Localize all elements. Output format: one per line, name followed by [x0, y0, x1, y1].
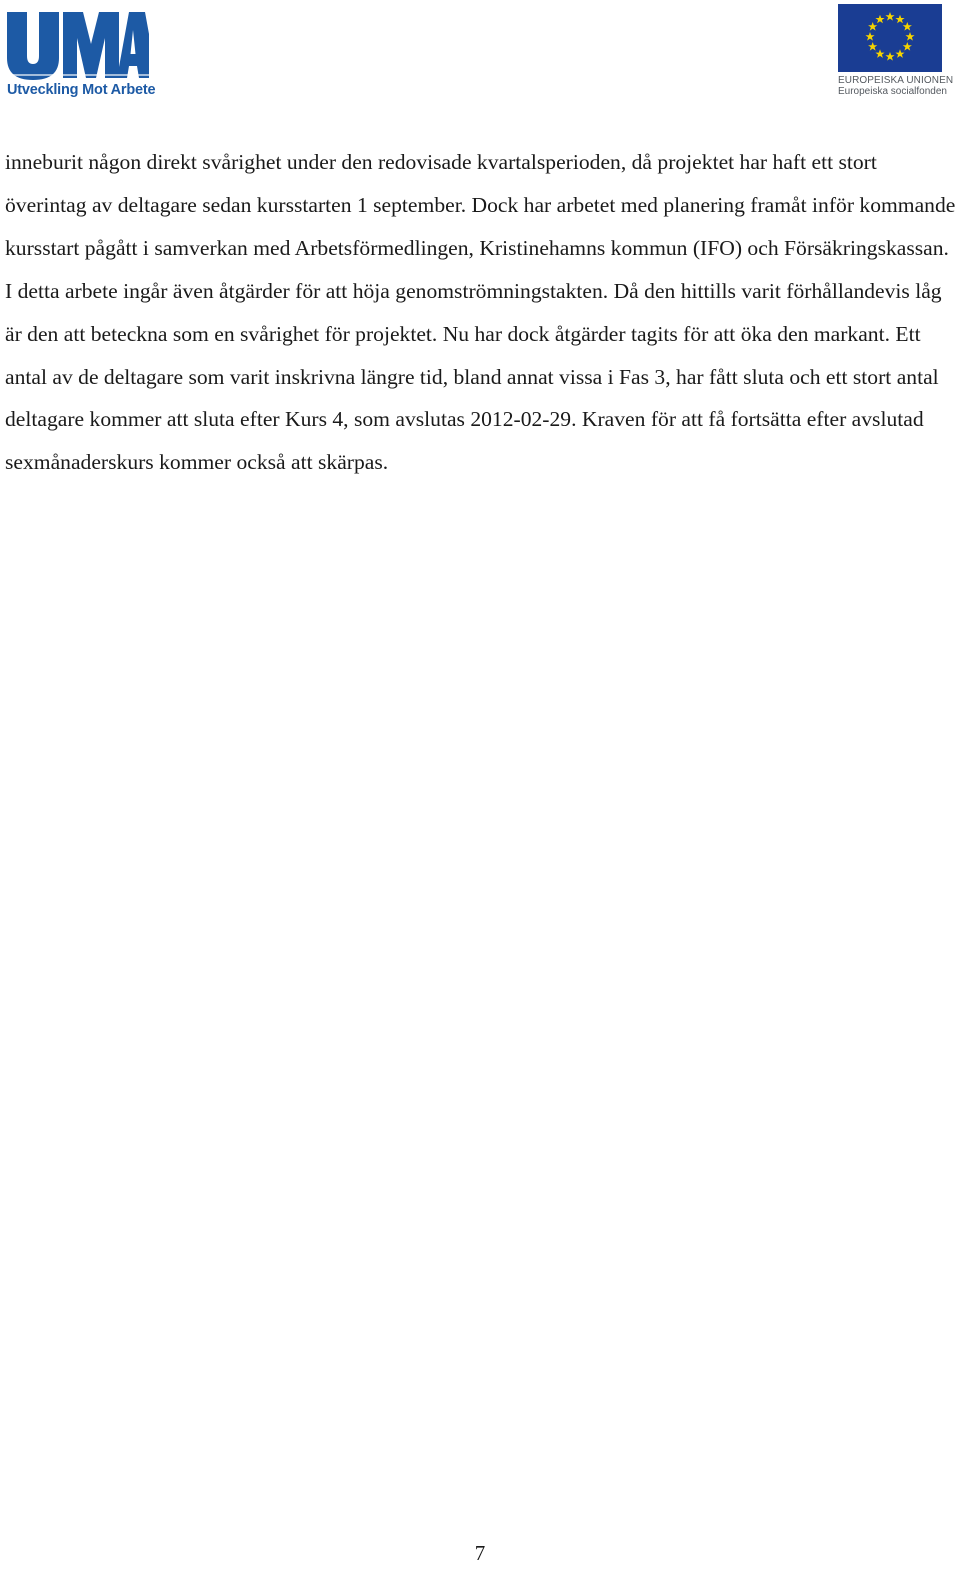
eu-social-fund-label: Europeiska socialfonden — [838, 86, 947, 97]
eu-flag-icon — [838, 4, 942, 72]
body-paragraph: inneburit någon direkt svårighet under den redovisade kvartalsperioden, då projektet har haft ett stort överintag av deltagare sedan kursstarten 1 september. Dock har arbetet med planering framåt inför kommande kursstart pågått i samverkan med Arbetsförmedlingen, Kristinehamns kommun (IFO) och Försäkringskassan. I detta arbete ingår även åtgärder för att höja genomströmningstakten. Då den hittills varit förhållandevis låg är den att beteckna som en svårighet för projektet. Nu har dock åtgärder tagits för att öka den markant. Ett antal av de deltagare som varit inskrivna längre tid, bland annat vissa i Fas 3, har fått sluta och ett stort antal deltagare kommer att sluta efter Kurs 4, som avslutas 2012-02-29. Kraven för att få fortsätta efter avslutad sexmånaderskurs kommer också att skärpas. — [5, 150, 956, 475]
uma-wordmark-logo — [5, 8, 150, 82]
eu-union-label: EUROPEISKA UNIONEN — [838, 75, 954, 86]
uma-tagline: Utveckling Mot Arbete — [7, 82, 156, 98]
uma-logo — [5, 8, 156, 100]
page-number: 7 — [474, 1541, 486, 1565]
eu-logo — [836, 4, 954, 98]
page-header — [0, 0, 960, 110]
